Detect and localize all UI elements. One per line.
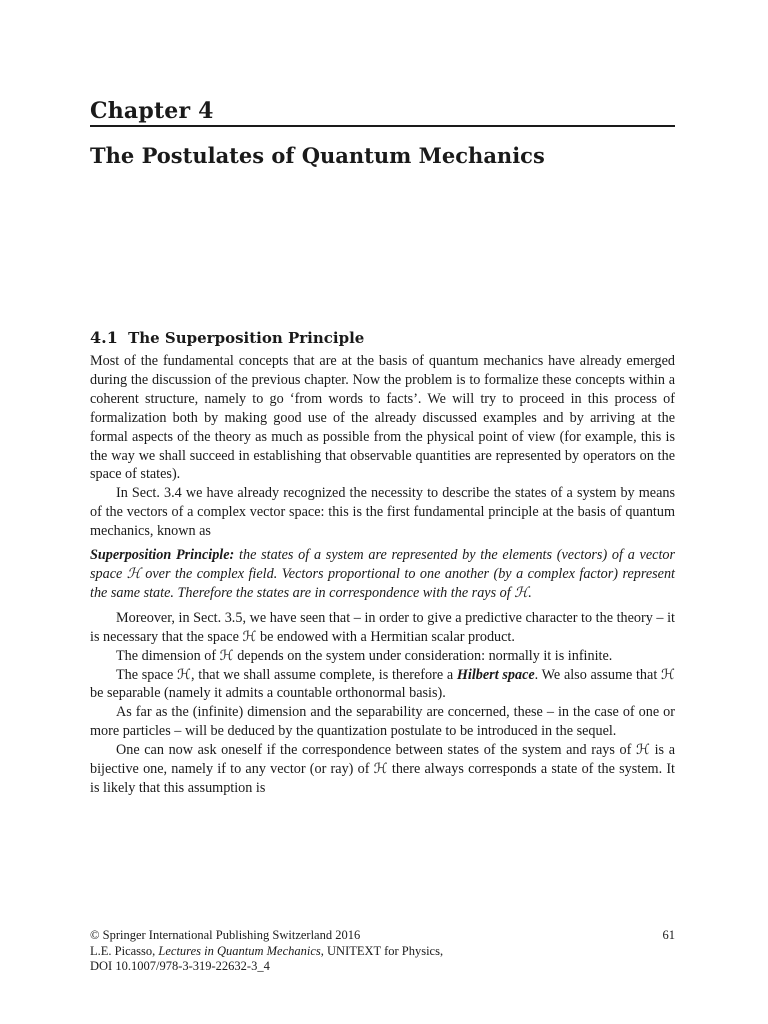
chapter-title: The Postulates of Quantum Mechanics [90, 143, 545, 168]
doi-line: DOI 10.1007/978-3-319-22632-3_4 [90, 959, 270, 973]
author: L.E. Picasso, [90, 943, 159, 958]
paragraph: In Sect. 3.4 we have already recognized the necessity to describe the states of a system by means of the vectors of a complex vector space: this is the first fundamental principle at the basis of quantum mechanics, known as [90, 485, 675, 540]
body-text [90, 352, 675, 798]
paragraph-text: The space ℋ, that we shall assume complete, is therefore a [116, 666, 457, 683]
paragraph: Most of the fundamental concepts that are at the basis of quantum mechanics have already emerged during the discussion of the previous chapter. Now the problem is to formalize these concepts within a coherent structure, namely to go ‘from words to facts’. We will try to proceed in this process of formalization both by making good use of the already discussed examples and by arriving at the formal aspects of the theory as much as possible from the physical point of view (for example, this is the way we shall succeed in establishing that observable quantities are represented by operators on the space of states). [90, 353, 675, 483]
section-number: 4.1 [90, 328, 118, 347]
chapter-rule [90, 125, 675, 127]
principle-label: Superposition Principle: [90, 547, 235, 564]
book-title: Lectures in Quantum Mechanics [158, 943, 321, 958]
paragraph: The dimension of ℋ depends on the system under consideration: normally it is infinite. [116, 647, 613, 664]
paragraph: As far as the (infinite) dimension and the separability are concerned, these – in the case of one or more particles – will be deduced by the quantization postulate to be introduced in the sequel. [90, 704, 675, 740]
chapter-label: Chapter 4 [90, 98, 214, 124]
paragraph [90, 666, 675, 704]
paragraph-text: . We also assume that ℋ be separable (namely it admits a countable orthonormal basis). [90, 666, 675, 702]
page-number: 61 [662, 928, 675, 942]
section-heading [90, 328, 364, 347]
hilbert-space-term: Hilbert space [456, 666, 535, 683]
principle-statement [90, 546, 675, 603]
copyright-line: © Springer International Publishing Switzerland 2016 [90, 928, 361, 942]
principle-text: the states of a system are represented by the elements (vectors) of a vector space ℋ over the complex field. Vectors proportional to one another (by a complex factor) represent the same state. Therefore the states are in correspondence with the rays of ℋ. [90, 547, 676, 601]
paragraph: Moreover, in Sect. 3.5, we have seen that – in order to give a predictive character to the theory – it is necessary that the space ℋ be endowed with a Hermitian scalar product. [90, 609, 675, 645]
series: , UNITEXT for Physics, [320, 943, 444, 958]
page-footer [90, 928, 675, 975]
citation-line [90, 944, 675, 960]
paragraph: One can now ask oneself if the correspondence between states of the system and rays of ℋ is a bijective one, namely if to any vector (or ray) of ℋ there always corresponds a state of the system. It is likely that this assumption is [90, 742, 675, 796]
section-title: The Superposition Principle [128, 329, 365, 347]
